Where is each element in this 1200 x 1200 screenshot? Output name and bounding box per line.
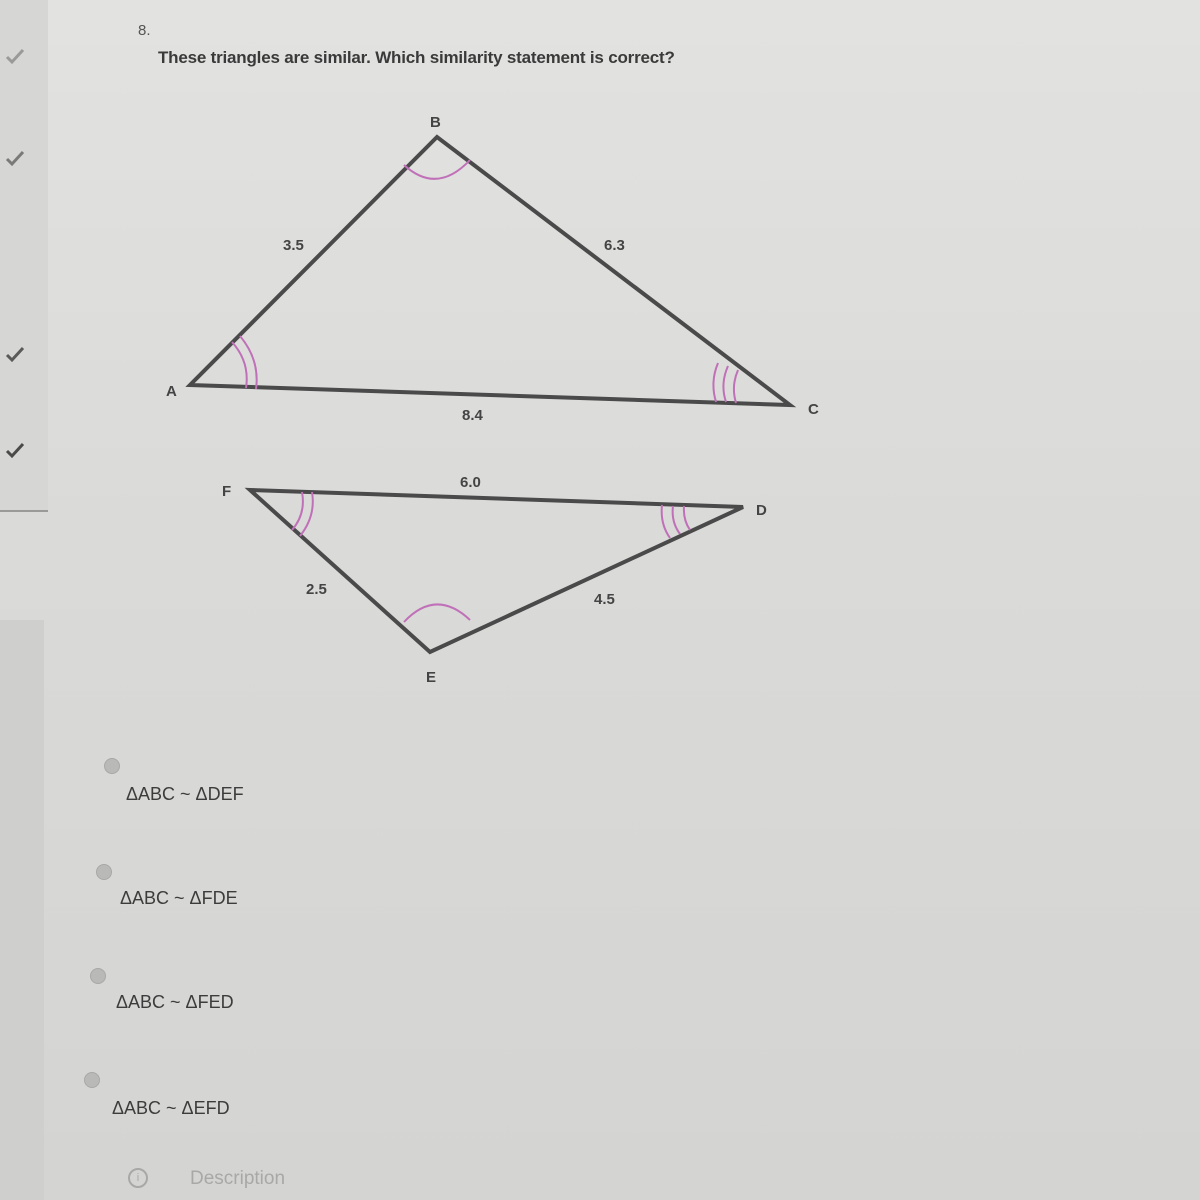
- triangle-abc: [190, 137, 790, 405]
- angle-mark-d: [673, 506, 680, 534]
- angle-mark-d: [662, 505, 670, 538]
- answer-radio[interactable]: [90, 968, 106, 984]
- answer-label: ΔABC ~ ΔDEF: [126, 784, 244, 804]
- answer-radio[interactable]: [96, 864, 112, 880]
- vertex-label-f: F: [222, 483, 232, 500]
- side-label-ab: 3.5: [283, 237, 304, 254]
- vertex-label-a: A: [166, 383, 177, 400]
- angle-mark-c: [723, 366, 728, 402]
- question-number: 8.: [138, 22, 151, 39]
- angle-mark-c: [734, 370, 738, 403]
- question-prompt: These triangles are similar. Which similarity statement is correct?: [158, 48, 675, 67]
- answer-label: ΔABC ~ ΔFDE: [120, 888, 238, 908]
- info-circle-icon[interactable]: i: [128, 1168, 148, 1188]
- answer-label: ΔABC ~ ΔFED: [116, 992, 234, 1012]
- side-label-bc: 6.3: [604, 237, 625, 254]
- vertex-label-b: B: [430, 114, 441, 131]
- answer-radio[interactable]: [84, 1072, 100, 1088]
- side-label-ed: 4.5: [594, 591, 615, 608]
- angle-mark-f: [292, 492, 303, 530]
- description-link[interactable]: Description: [190, 1168, 286, 1189]
- angle-mark-d: [684, 506, 690, 530]
- angle-mark-a: [240, 336, 257, 389]
- side-label-ac: 8.4: [462, 407, 483, 424]
- vertex-label-e: E: [426, 669, 437, 686]
- answer-label: ΔABC ~ ΔEFD: [112, 1098, 230, 1118]
- angle-mark-a: [232, 342, 247, 388]
- answer-radio[interactable]: [104, 758, 120, 774]
- angle-mark-c: [713, 363, 718, 402]
- triangle-fde: [250, 490, 743, 652]
- side-label-fe: 2.5: [306, 581, 327, 598]
- angle-mark-e: [404, 604, 470, 622]
- side-label-fd: 6.0: [460, 474, 481, 491]
- vertex-label-c: C: [808, 401, 819, 418]
- vertex-label-d: D: [756, 502, 767, 519]
